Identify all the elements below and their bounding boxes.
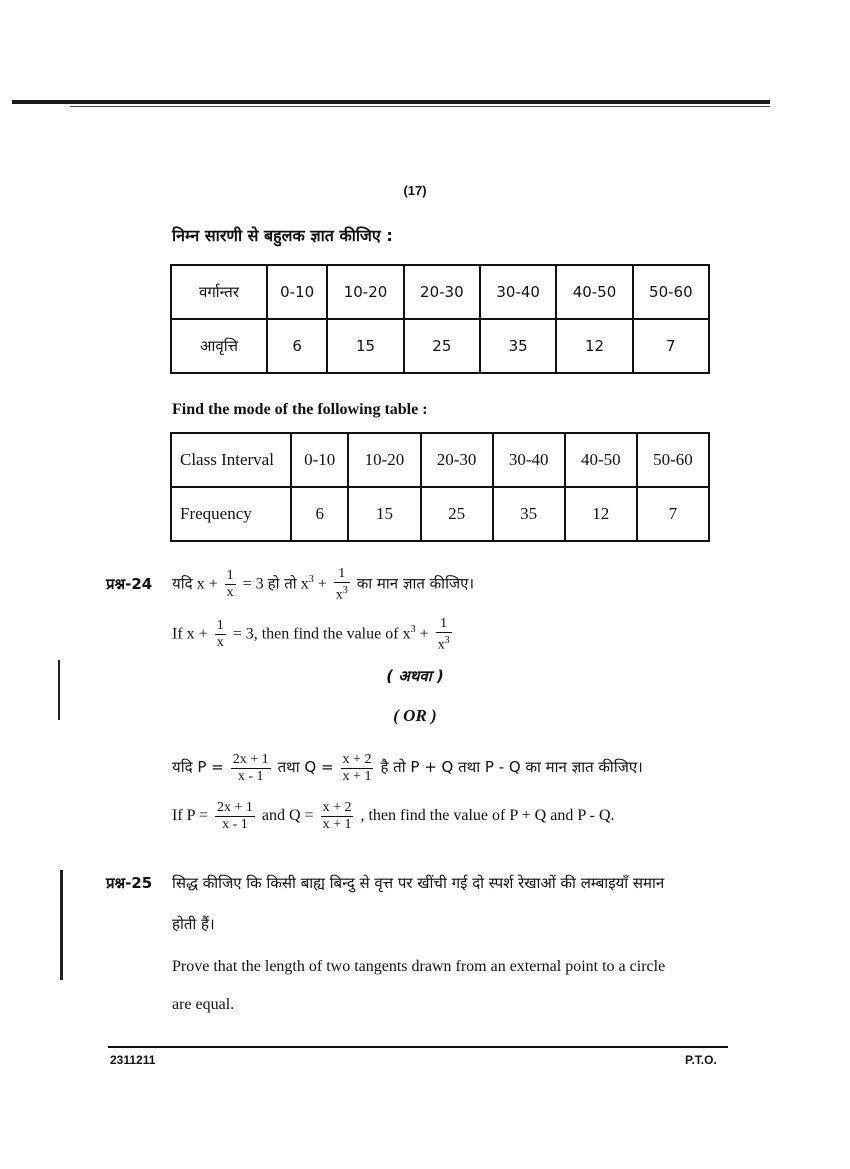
numerator: x + 2 [322, 800, 352, 815]
q24-en-if: If [172, 625, 183, 643]
x3-base: x [300, 575, 309, 593]
table-cell: 20-30 [404, 265, 480, 319]
q24-hi2-tatha-q: तथा Q = [277, 758, 334, 777]
top-rule-thin [70, 106, 770, 107]
exponent: 3 [342, 585, 348, 596]
table-cell: 25 [421, 487, 493, 541]
table-cell: 10-20 [348, 433, 420, 487]
table-cell: 15 [327, 319, 403, 373]
denominator [436, 633, 452, 654]
denominator: x [216, 635, 224, 651]
table-cell: 30-40 [493, 433, 565, 487]
numerator: 1 [334, 566, 350, 583]
q24-hi2-end: है तो P + Q तथा P - Q का मान ज्ञात कीजिए। [380, 758, 643, 777]
hindi-frequency-table [170, 264, 710, 374]
fraction-q [341, 752, 374, 785]
q24-en2-and-q: and Q = [261, 807, 314, 825]
table-cell: 30-40 [480, 265, 556, 319]
table-cell: 12 [556, 319, 632, 373]
table-cell: 6 [267, 319, 327, 373]
q24-hindi-line [172, 566, 474, 604]
row-label: वर्गान्तर [171, 265, 267, 319]
or-hindi: ( अथवा ) [386, 667, 444, 685]
table-cell: 50-60 [637, 433, 709, 487]
q24-en2-end: , then find the value of P + Q and P - Q. [360, 807, 615, 825]
top-rule [12, 100, 770, 104]
numerator: 1 [226, 568, 234, 584]
denominator: x - 1 [237, 769, 264, 784]
row-label: Frequency [171, 487, 291, 541]
fraction-1-over-x [225, 568, 236, 601]
fraction-1-over-x3 [334, 566, 350, 604]
page-number: (17) [403, 183, 427, 198]
english-frequency-table [170, 432, 710, 542]
fraction-1-over-x [215, 618, 226, 651]
q24-en2-if-p: If P = [172, 807, 208, 825]
fraction-q [321, 800, 354, 833]
table-cell: 35 [480, 319, 556, 373]
table-cell: 15 [348, 487, 420, 541]
q25-english-line-2: are equal. [172, 996, 235, 1013]
plus-sign: + [419, 625, 429, 643]
denominator: x [226, 585, 234, 601]
numerator: 2x + 1 [216, 800, 253, 815]
q24-hi-if: यदि [172, 574, 193, 593]
table-row [171, 319, 709, 373]
q25-english-line-1: Prove that the length of two tangents drawn from an external point to a circle [172, 958, 666, 975]
table-cell: 20-30 [421, 433, 493, 487]
paper-code: 2311211 [110, 1053, 156, 1067]
x3-base: x [402, 625, 411, 643]
q24-english-line [172, 616, 455, 654]
q24-english-or-line [172, 800, 615, 833]
q24-hi-end: का मान ज्ञात कीजिए। [356, 574, 475, 593]
q24-hi2-if-p: यदि P = [172, 758, 224, 777]
table-cell: 40-50 [565, 433, 637, 487]
denominator [334, 583, 350, 604]
exponent: 3 [444, 635, 450, 646]
table-cell: 7 [633, 319, 709, 373]
row-label: आवृत्ति [171, 319, 267, 373]
fraction-p [231, 752, 271, 785]
pto-label: P.T.O. [685, 1053, 717, 1067]
denominator: x - 1 [222, 817, 248, 832]
numerator: 1 [436, 616, 452, 633]
table-cell: 12 [565, 487, 637, 541]
exponent: 3 [308, 574, 314, 586]
table-cell: 7 [637, 487, 709, 541]
q24-en-eq3: = 3, then find the value of [232, 625, 399, 643]
fraction-1-over-x3 [436, 616, 452, 654]
denominator: x + 1 [322, 817, 352, 832]
table-row [171, 433, 709, 487]
table-cell: 10-20 [327, 265, 403, 319]
q24-x-plus: x + [196, 575, 218, 593]
q25-hindi-line-1: सिद्ध कीजिए कि किसी बाह्य बिन्दु से वृत्त पर खींची गई दो स्पर्श रेखाओं की लम्बाइयाँ समान [172, 874, 665, 892]
denominator: x + 1 [342, 769, 372, 784]
table-cell: 50-60 [633, 265, 709, 319]
q24-hindi-or-line [172, 752, 643, 785]
or-english: ( OR ) [393, 706, 437, 725]
table-cell: 25 [404, 319, 480, 373]
table-cell: 40-50 [556, 265, 632, 319]
table-cell: 0-10 [267, 265, 327, 319]
exponent: 3 [410, 624, 416, 636]
q25-hindi-line-2: होती हैं। [172, 915, 215, 933]
table-cell: 0-10 [291, 433, 348, 487]
x3-base: x [437, 637, 445, 653]
bottom-rule [108, 1046, 728, 1048]
numerator: x + 2 [342, 752, 372, 767]
fraction-p [215, 800, 255, 833]
x3-base: x [335, 587, 343, 603]
row-label: Class Interval [171, 433, 291, 487]
table-row [171, 265, 709, 319]
plus-sign: + [317, 575, 327, 593]
hindi-intro: निम्न सारणी से बहुलक ज्ञात कीजिए : [172, 226, 393, 245]
q24-eq3: = 3 [242, 575, 264, 593]
q24-hi-then: हो तो [267, 574, 297, 593]
table-cell: 6 [291, 487, 348, 541]
margin-mark [60, 870, 63, 980]
numerator: 2x + 1 [232, 752, 269, 767]
question-24-number: प्रश्न-24 [106, 575, 153, 593]
table-cell: 35 [493, 487, 565, 541]
table-row [171, 487, 709, 541]
english-intro: Find the mode of the following table : [172, 401, 428, 418]
numerator: 1 [216, 618, 224, 634]
q24-x-plus: x + [186, 625, 208, 643]
question-25-number: प्रश्न-25 [106, 874, 153, 892]
